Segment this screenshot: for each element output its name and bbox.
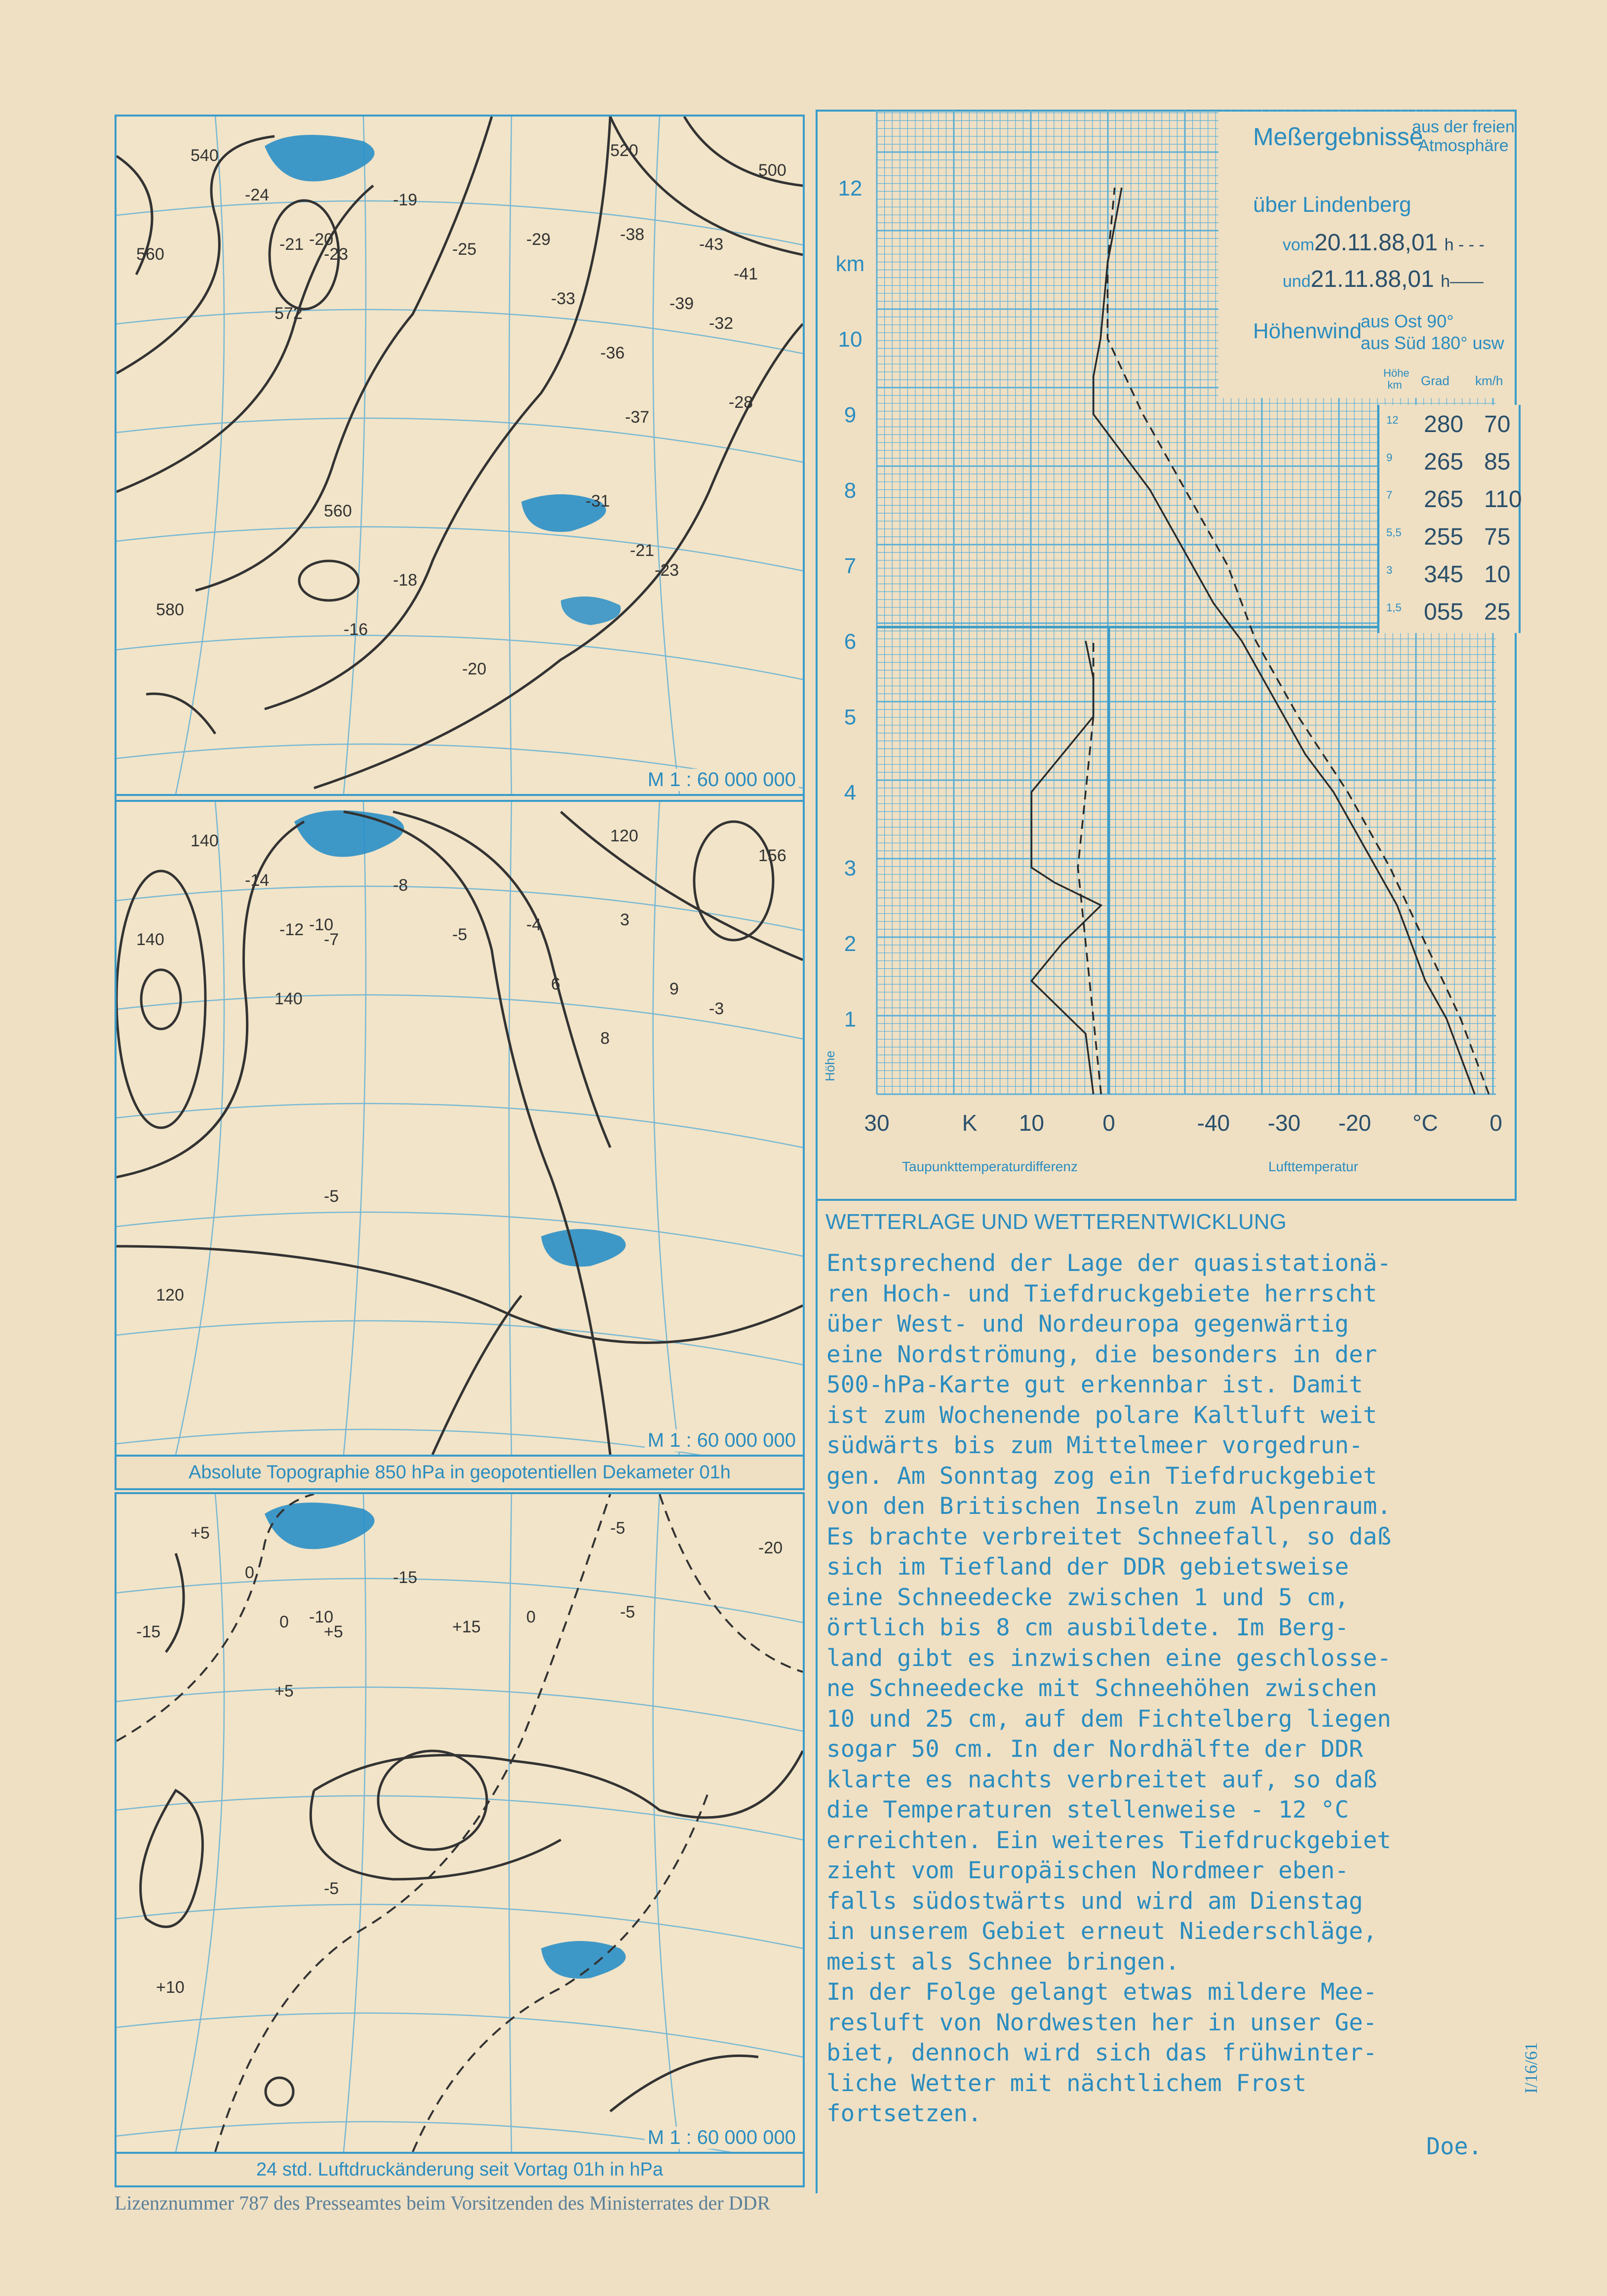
map-isoline-label: -18 (393, 571, 418, 590)
map-isoline-label: -5 (620, 1603, 635, 1622)
sonde-title-note: aus der freien Atmosphäre (1412, 118, 1515, 155)
map-500hpa-scale: M 1 : 60 000 000 (645, 769, 799, 791)
wind-row (1379, 480, 1522, 517)
x-tick-label: 10 (1019, 1110, 1044, 1136)
sonde-title: Meßergebnisse (1253, 123, 1423, 151)
map-isoline-label: 0 (279, 1613, 289, 1631)
map-isoline-label: -25 (452, 240, 477, 259)
weather-text-body: Entsprechend der Lage der quasistationä- ren Hoch- und Tiefdruckgebiete herrscht über West- und Nordeuropa gegenwärtig eine Nordströmung, die besonders in der 500-hPa-Karte gut erkennbar ist. Damit ist zum Wochenende polare Kaltluft weit südwärts bis zum Mittelmeer vorgedrun- gen. Am Sonntag zog ein Tiefdruckgebiet von den Britischen Inseln zum Alpenraum. Es brachte verbreitet Schneefall, so daß sich im Tiefland der DDR gebietsweise eine Schneedecke zwischen 1 und 5 cm, örtlich bis 8 cm ausbildete. Im Berg- land gibt es inzwischen eine geschlosse- ne Schneedecke mit Schneehöhen zwischen 10 und 25 cm, auf dem Fichtelberg liegen sogar 50 cm. In der Nordhälfte der DDR klarte es nachts verbreitet auf, so daß die Temperaturen stellenweise - 12 °C erreichten. Ein weiteres Tiefdruckgebiet zieht vom Europäischen Nordmeer eben- falls südostwärts und wird am Dienstag in unserem Gebiet erneut Niederschläge, meist als Schnee bringen. In der Folge gelangt etwas mildere Mee- resluft von Nordwesten her in unser Ge- biet, dennoch wird sich das frühwinter- liche Wetter mit nächtlichem Frost fortsetzen. (826, 1250, 1391, 2127)
wind-row (1379, 593, 1519, 630)
sonde-col-kmh: km/h (1475, 373, 1503, 388)
map-pressure-change-graphic (117, 1494, 803, 2152)
y-tick-label: 8 (844, 478, 857, 503)
map-isoline-label: -16 (344, 620, 368, 639)
map-isoline-label: -3 (709, 999, 724, 1018)
map-isoline-label: -33 (551, 289, 576, 308)
x-left-title: Taupunkttemperaturdifferenz (902, 1159, 1078, 1174)
map-pressure-change-scale: M 1 : 60 000 000 (645, 2127, 799, 2149)
map-isoline-label: +5 (274, 1682, 294, 1701)
sonde-date2: 21.11.88,01 (1310, 266, 1434, 292)
sonde-location: über Lindenberg (1253, 193, 1411, 217)
map-isoline-label: 120 (610, 827, 638, 845)
map-isoline-label: +10 (156, 1978, 185, 1997)
x-tick-label: -20 (1338, 1110, 1372, 1136)
sonde-wind-east: aus Ost 90° (1361, 311, 1454, 331)
map-isoline-label: -8 (393, 876, 408, 895)
y-tick-label: 1 (844, 1007, 857, 1031)
wind-row-degrees: 280 (1424, 411, 1464, 437)
map-isoline-label: 580 (156, 600, 184, 619)
map-isoline-label: -20 (462, 660, 487, 678)
sonde-wind-label: Höhenwind (1253, 319, 1362, 343)
map-isoline-label: -15 (393, 1568, 418, 1587)
footer-license: Lizenznummer 787 des Presseamtes beim Vorsitzenden des Ministerrates der DDR (115, 2192, 771, 2214)
sonde-date1-unit: h - - - (1444, 236, 1485, 254)
wind-row-height: 1,5 (1386, 601, 1402, 614)
map-isoline-label: -32 (709, 314, 734, 333)
map-isoline-label: -10 (309, 1608, 334, 1626)
map-isoline-label: 3 (620, 910, 629, 929)
map-isoline-label: 560 (136, 245, 164, 264)
map-isoline-label: 9 (669, 980, 679, 998)
map-isoline-label: 156 (758, 846, 786, 865)
map-isoline-label: 0 (526, 1608, 536, 1626)
map-isoline-label: -21 (279, 235, 304, 254)
x-tick-label: K (962, 1110, 978, 1136)
map-isoline-label: -14 (245, 871, 270, 890)
x-tick-label: 0 (1102, 1110, 1115, 1136)
map-isoline-label: -29 (526, 230, 551, 249)
sonde-date1-prefix: vom (1283, 236, 1315, 254)
map-isoline-label: -28 (729, 393, 753, 412)
side-code: I/16/61 (1521, 2042, 1541, 2094)
y-tick-label: 10 (838, 327, 862, 352)
map-isoline-label: 140 (136, 930, 164, 949)
sonde-col-deg: Grad (1421, 373, 1450, 388)
sonde-date2-unit: h—— (1441, 272, 1484, 291)
map-isoline-label: 6 (551, 975, 560, 993)
map-isoline-label: -20 (758, 1539, 783, 1557)
wind-row-degrees: 255 (1424, 524, 1464, 550)
x-tick-label: -40 (1197, 1110, 1230, 1136)
wind-row-height: 12 (1386, 414, 1399, 426)
y-axis-label: Höhe (823, 1050, 837, 1081)
map-isoline-label: +15 (452, 1618, 481, 1636)
dewpoint-profile-day2 (1031, 641, 1101, 1094)
map-isoline-label: 572 (274, 304, 303, 323)
wind-row-height: 5,5 (1386, 526, 1402, 539)
map-isoline-label: -15 (136, 1623, 161, 1641)
x-tick-label: °C (1412, 1110, 1438, 1136)
y-tick-label: 7 (844, 554, 857, 578)
wind-row-degrees: 265 (1424, 486, 1464, 513)
wind-row-speed: 10 (1484, 561, 1511, 588)
sonde-date1-row (1283, 229, 1485, 256)
map-850hpa-caption: Absolute Topographie 850 hPa in geopotentiellen Dekameter 01h (115, 1457, 805, 1490)
map-isoline-label: -39 (669, 294, 694, 313)
map-isoline-label: -5 (324, 1187, 339, 1206)
y-tick-label: 5 (844, 705, 857, 729)
wind-row (1379, 405, 1519, 442)
x-right-title: Lufttemperatur (1268, 1159, 1359, 1174)
map-isoline-label: 0 (245, 1563, 254, 1582)
dewpoint-profile-day1 (1078, 641, 1101, 1094)
wind-row-speed: 25 (1484, 599, 1511, 625)
map-isoline-label: 8 (600, 1029, 610, 1048)
map-isoline-label: -5 (610, 1519, 626, 1538)
wind-row (1379, 442, 1519, 480)
y-tick-label: 3 (844, 856, 857, 880)
map-isoline-label: +5 (191, 1524, 210, 1543)
y-tick-label: km (835, 252, 865, 276)
map-isoline-label: -5 (324, 1879, 339, 1898)
map-isoline-label: -38 (620, 225, 645, 244)
map-isoline-label: -19 (393, 191, 418, 209)
wind-row-speed: 85 (1484, 449, 1511, 475)
map-isoline-label: 540 (191, 146, 219, 165)
map-isoline-label: -21 (630, 541, 655, 560)
map-isoline-label: +5 (324, 1623, 343, 1641)
y-tick-label: 9 (844, 403, 857, 427)
weather-text-title: WETTERLAGE UND WETTERENTWICKLUNG (825, 1210, 1287, 1234)
map-isoline-label: -5 (452, 925, 468, 944)
map-isoline-label: -23 (324, 245, 349, 264)
map-isoline-label: -20 (309, 230, 334, 249)
weather-text-signature: Doe. (1426, 2133, 1482, 2160)
map-isoline-label: -4 (526, 915, 542, 934)
wind-row-height: 7 (1386, 489, 1393, 501)
wind-row-height: 3 (1386, 564, 1393, 576)
wind-row-degrees: 265 (1424, 449, 1464, 475)
sonde-date2-row (1283, 266, 1484, 293)
map-isoline-label: 140 (274, 990, 303, 1008)
map-isoline-label: 560 (324, 502, 352, 520)
wind-row-speed: 75 (1484, 524, 1511, 550)
map-isoline-label: 120 (156, 1286, 184, 1305)
map-isoline-label: -43 (699, 235, 724, 254)
sonde-date2-prefix: und (1283, 272, 1311, 291)
y-tick-label: 4 (844, 781, 857, 805)
y-tick-label: 6 (844, 630, 857, 654)
map-isoline-label: 520 (610, 141, 638, 160)
map-isoline-label: 140 (191, 831, 219, 850)
wind-row (1379, 555, 1519, 593)
map-isoline-label: -24 (245, 186, 270, 204)
map-isoline-label: -37 (625, 408, 650, 427)
map-isoline-label: -23 (655, 561, 679, 580)
y-tick-label: 12 (838, 176, 862, 200)
sonde-legend (1218, 112, 1515, 398)
wind-row-degrees: 055 (1424, 599, 1464, 625)
wind-row-speed: 110 (1484, 486, 1522, 513)
map-pressure-change (115, 1492, 805, 2154)
map-isoline-label: -31 (586, 492, 610, 511)
x-tick-label: 0 (1489, 1110, 1502, 1136)
wind-row-height: 9 (1386, 451, 1393, 464)
weather-text-panel (816, 1201, 1517, 2193)
wind-row (1379, 517, 1519, 555)
sonde-col-height: Höhe km (1383, 367, 1410, 391)
wind-row-degrees: 345 (1424, 561, 1464, 588)
map-isoline-label: -10 (309, 915, 334, 934)
wind-row-speed: 70 (1484, 411, 1511, 437)
map-isoline-label: -36 (600, 344, 625, 362)
map-pressure-change-caption: 24 std. Luftdruckänderung seit Vortag 01h in hPa (115, 2154, 805, 2187)
sonde-date1: 20.11.88,01 (1314, 230, 1438, 256)
map-850hpa-scale: M 1 : 60 000 000 (645, 1429, 799, 1452)
wind-table (1377, 405, 1521, 633)
map-isoline-label: -7 (324, 930, 339, 949)
x-tick-label: 30 (864, 1110, 890, 1136)
y-tick-label: 2 (844, 932, 857, 956)
sonde-wind-south: aus Süd 180° usw (1361, 333, 1504, 353)
map-isoline-label: 500 (758, 161, 786, 180)
map-isoline-label: -41 (734, 265, 758, 283)
x-tick-label: -30 (1267, 1110, 1301, 1136)
map-isoline-label: -12 (279, 920, 304, 939)
